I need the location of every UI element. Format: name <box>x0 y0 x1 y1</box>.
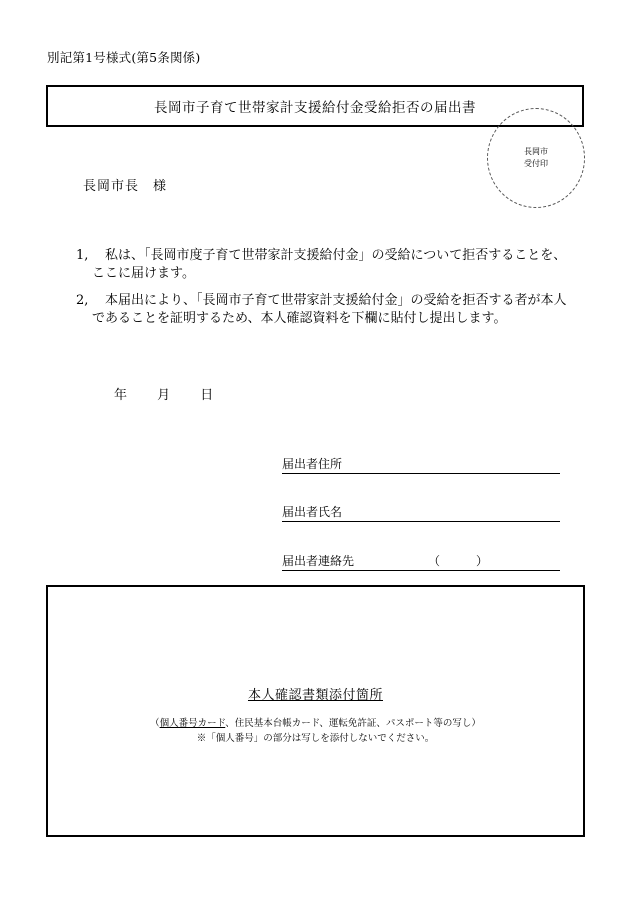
addressee: 長岡市長 様 <box>83 179 168 194</box>
stamp-line-1: 長岡市 <box>524 147 548 156</box>
address-field[interactable] <box>282 455 560 474</box>
paragraph-2 <box>76 292 572 328</box>
paragraph-1-text: 私は、「長岡市度子育て世帯家計支援給付金」の受給について拒否することを、ここに届けます。 <box>92 248 567 281</box>
document-title: 長岡市子育て世帯家計支援給付金受給拒否の届出書 <box>154 100 476 116</box>
address-label: 届出者住所 <box>282 457 343 471</box>
contact-label: 届出者連絡先 <box>282 554 355 568</box>
attachment-note-1 <box>48 715 583 729</box>
paragraph-1 <box>76 247 572 283</box>
reception-stamp-area <box>487 108 585 208</box>
date-line: 年 月 日 <box>114 388 214 403</box>
attachment-note-2: ※「個人番号」の部分は写しを添付しないでください。 <box>196 733 435 744</box>
paragraph-2-number: 2, <box>76 293 89 308</box>
note-1-rest: 、住民基本台帳カード、運転免許証、パスポート等の写し <box>225 718 472 729</box>
contact-field[interactable] <box>282 552 560 571</box>
paragraph-2-text: 本届出により、「長岡市子育て世帯家計支援給付金」の受給を拒否する者が本人であることを証明するため、本人確認資料を下欄に貼付し提出します。 <box>92 293 567 326</box>
name-field[interactable] <box>282 503 560 522</box>
contact-paren: （ ） <box>428 554 489 568</box>
note-1-close: ） <box>471 718 481 729</box>
attachment-box <box>46 585 585 837</box>
note-1-open: （ <box>150 718 160 729</box>
name-label: 届出者氏名 <box>282 505 343 519</box>
paragraph-1-number: 1, <box>76 248 89 263</box>
form-number-label: 別記第1号様式(第5条関係) <box>47 50 201 65</box>
attachment-title: 本人確認書類添付箇所 <box>247 688 383 703</box>
note-1-underlined: 個人番号カード <box>159 718 226 729</box>
stamp-line-2: 受付印 <box>524 159 548 168</box>
